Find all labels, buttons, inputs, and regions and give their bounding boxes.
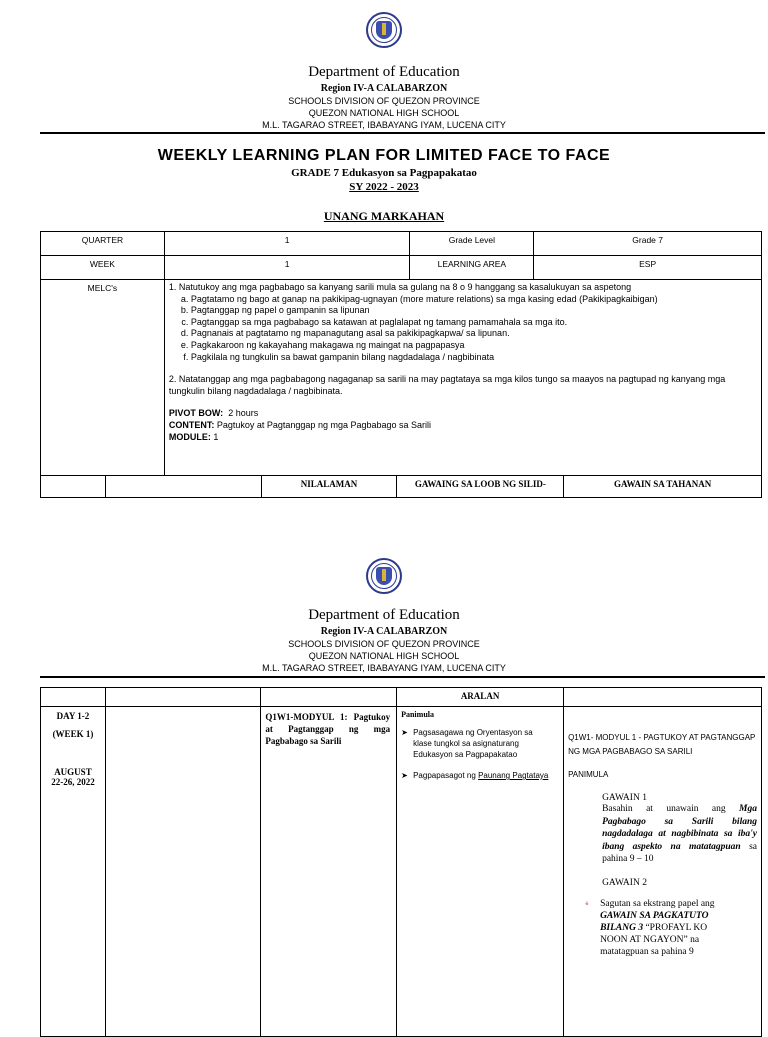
division-label-2: SCHOOLS DIVISION OF QUEZON PROVINCE	[288, 639, 480, 649]
melc-subitem: a. Pagtatamo ng bago at ganap na pakikipag-ugnayan (more mature relations) sa mga kasing edad (Pakikipagkaibigan)	[191, 294, 757, 306]
melc-subitem: e. Pagkakaroon ng kakayahang makagawa ng maingat na pagpapasya	[191, 340, 757, 352]
quarter-label: QUARTER	[41, 232, 165, 256]
module-label: MODULE:	[168, 431, 211, 442]
info-table	[40, 231, 762, 476]
dates-label: 22-26, 2022	[51, 777, 95, 787]
melc-subitem: b. Pagtanggap ng papel o gampanin sa lipunan	[191, 305, 757, 317]
region-label-2: Region IV-A CALABARZON	[320, 626, 448, 637]
melc-subitem: c. Pagtanggap sa mga pagbabago sa katawan at paglalapat ng tamang pamamahala sa mga ito.	[191, 317, 757, 329]
melc-content	[164, 280, 761, 476]
header-divider-2	[40, 676, 765, 678]
nilalaman-cell: Q1W1-MODYUL 1: Pagtukoy at Pagtanggap ng mga Pagbabago sa Sarili	[261, 707, 397, 1037]
deped-seal-icon	[366, 558, 402, 594]
column-header-table	[40, 475, 762, 498]
arrow-bullet-icon: ➤	[401, 728, 408, 737]
department-title-2: Department of Education	[308, 607, 460, 623]
melc-subitems	[169, 294, 757, 364]
panimula-label: Panimula	[401, 710, 434, 719]
region-label: Region IV-A CALABARZON	[320, 83, 448, 94]
subject-label: GRADE 7 Edukasyon sa Pagpapakatao	[291, 167, 477, 179]
gawain-1-emphasis: Mga Pagbabago sa Sarili bilang nagdadalaga at nagbibinata sa iba'y ibang aspekto na matatagpuan	[602, 804, 757, 852]
melc-item-2: 2. Natatanggap ang mga pagbabagong nagaganap sa sarili na may pagtataya sa mga kilos tungo sa maayos na pagtupad ng kanyang mga tungkulin bilang nagdadalaga / nagbibinata.	[168, 374, 726, 396]
home-panimula: PANIMULA	[568, 770, 609, 779]
bullet-item	[401, 770, 559, 781]
content-value: Pagtukoy at Pagtanggap ng mga Pagbabago sa Sarili	[216, 419, 432, 430]
pivot-value: 2 hours	[228, 408, 259, 419]
melc-label: MELC's	[41, 280, 165, 476]
week-label-2: (WEEK 1)	[52, 729, 94, 739]
gawain-silid-cell	[397, 707, 564, 1037]
melc-subitem: f. Pagkilala ng tungkulin sa bawat gampanin bilang nagdadalaga / nagbibinata	[191, 352, 757, 364]
day-cell	[41, 707, 106, 1037]
school-year-label: SY 2022 - 2023	[349, 181, 419, 193]
gawain-1-text: Basahin at unawain ang	[602, 804, 726, 814]
bullet-2-text: Pagpapasagot ng	[413, 771, 476, 780]
gawain-2-label: GAWAIN 2	[602, 877, 647, 888]
school-label-2: QUEZON NATIONAL HIGH SCHOOL	[308, 651, 460, 661]
address-label: M.L. TAGARAO STREET, IBABAYANG IYAM, LUCENA CITY	[262, 120, 506, 130]
day-label: DAY 1-2	[56, 711, 90, 721]
pivot-label: PIVOT BOW:	[168, 408, 224, 419]
col-gawain-silid: GAWAING SA LOOB NG SILID-	[397, 476, 564, 498]
gawain-2-emphasis: GAWAIN SA PAGKATUTO BILANG 3	[600, 910, 709, 933]
gawain-1-page: sa pahina 9 – 10	[602, 841, 758, 864]
bullet-1-text: Pagsasagawa ng Oryentasyon sa klase tungkol sa asignaturang Edukasyon sa Pagpapakatao	[413, 728, 533, 759]
gawain-2-page: na matatagpuan sa pahina 9	[600, 934, 700, 957]
quarter-heading: UNANG MARKAHAN	[323, 209, 445, 223]
content-label: CONTENT:	[168, 419, 215, 430]
plan-title: WEEKLY LEARNING PLAN FOR LIMITED FACE TO FACE	[157, 147, 611, 164]
home-title: Q1W1- MODYUL 1 - PAGTUKOY AT PAGTANGGAP NG MGA PAGBABAGO SA SARILI	[568, 733, 756, 756]
module-value: 1	[213, 431, 219, 442]
quarter-value: 1	[164, 232, 410, 256]
grade-level-value: Grade 7	[534, 232, 762, 256]
learning-area-label: LEARNING AREA	[410, 256, 534, 280]
pin-bullet-icon: ⍖	[584, 897, 590, 908]
month-label: AUGUST	[54, 767, 92, 777]
address-label-2: M.L. TAGARAO STREET, IBABAYANG IYAM, LUCENA CITY	[262, 663, 506, 673]
department-title: Department of Education	[308, 64, 460, 80]
melc-item-1: 1. Natutukoy ang mga pagbabago sa kanyang sarili mula sa gulang na 8 o 9 hanggang sa kasalukuyan sa aspetong	[168, 282, 632, 292]
gawain-2-item	[568, 898, 757, 958]
col-nilalaman: NILALAMAN	[261, 476, 397, 498]
week-value: 1	[164, 256, 410, 280]
col-gawain-tahanan: GAWAIN SA TAHANAN	[564, 476, 762, 498]
lesson-table	[40, 687, 762, 1037]
header-divider	[40, 132, 765, 134]
division-label: SCHOOLS DIVISION OF QUEZON PROVINCE	[288, 96, 480, 106]
grade-level-label: Grade Level	[410, 232, 534, 256]
gawain-2-text: Sagutan sa ekstrang papel ang	[600, 898, 715, 909]
gawain-tahanan-cell	[564, 707, 762, 1037]
gawain-1-label: GAWAIN 1	[602, 793, 647, 803]
gawain-2-title: “PROFAYL KO NOON AT NGAYON”	[600, 922, 708, 945]
deped-seal-icon	[366, 12, 402, 48]
aralan-header: ARALAN	[397, 688, 564, 707]
week-label: WEEK	[41, 256, 165, 280]
bullet-2-underlined: Paunang Pagtataya	[478, 771, 549, 780]
arrow-bullet-icon: ➤	[401, 771, 408, 780]
bullet-item	[401, 727, 559, 760]
school-label: QUEZON NATIONAL HIGH SCHOOL	[308, 108, 460, 118]
melc-subitem: d. Pagnanais at pagtatamo ng mapanagutang asal sa pakikipagkapwa/ sa lipunan.	[191, 328, 757, 340]
learning-area-value: ESP	[534, 256, 762, 280]
